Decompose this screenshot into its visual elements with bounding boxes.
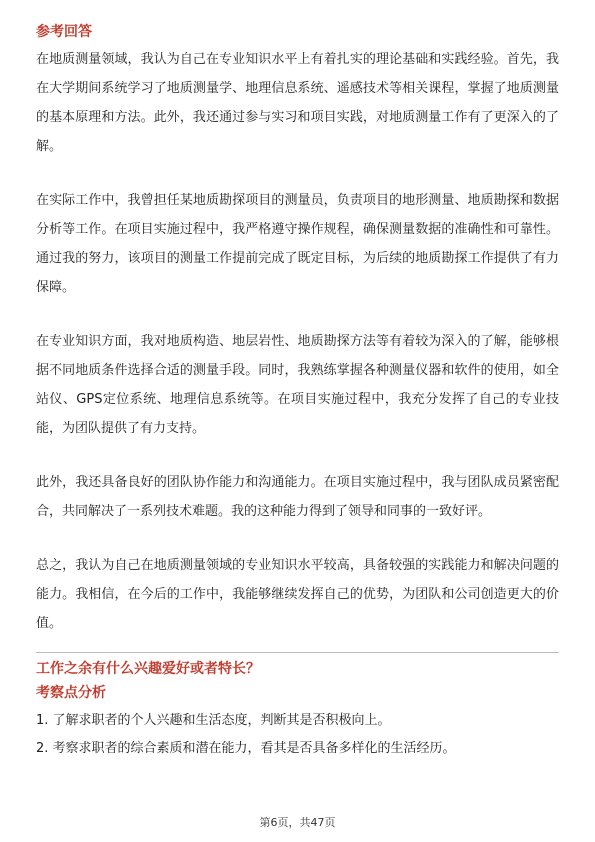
paragraph-gap: [36, 302, 559, 327]
answer-paragraph-2: 在实际工作中，我曾担任某地质勘探项目的测量员，负责项目的地形测量、地质勘探和数据分析等工作。在项目实施过程中，我严格遵守操作规程，确保测量数据的准确性和可靠性。通过我的努力，该项目的测量工作提前完成了既定目标，为后续的地质勘探工作提供了有力保障。: [36, 193, 559, 295]
page-number: 第6页，共47页: [259, 816, 336, 829]
paragraph-gap: [36, 161, 559, 186]
answer-paragraph-4: 此外，我还具备良好的团队协作能力和沟通能力。在项目实施过程中，我与团队成员紧密配合，共同解决了一系列技术难题。我的这种能力得到了领导和同事的一致好评。: [36, 475, 559, 519]
reference-answer-heading: 参考回答: [36, 24, 92, 40]
answer-paragraph-1: 在地质测量领域，我认为自己在专业知识水平上有着扎实的理论基础和实践经验。首先，我在大学期间系统学习了地质测量学、地理信息系统、遥感技术等相关课程，掌握了地质测量的基本原理和方法。此外，我还通过参与实习和项目实践，对地质测量工作有了更深入的了解。: [36, 52, 559, 154]
paragraph-gap: [36, 443, 559, 468]
analysis-heading: 考察点分析: [36, 685, 106, 701]
answer-paragraph-3: 在专业知识方面，我对地质构造、地层岩性、地质勘探方法等有着较为深入的了解，能够根据不同地质条件选择合适的测量手段。同时，我熟练掌握各种测量仪器和软件的使用，如全站仪、GPS定位系统、地理信息系统等。在项目实施过程中，我充分发挥了自己的专业技能，为团队提供了有力支持。: [36, 334, 559, 436]
section-divider: [36, 652, 559, 653]
answer-paragraph-5: 总之，我认为自己在地质测量领域的专业知识水平较高，具备较强的实践能力和解决问题的能力。我相信，在今后的工作中，我能够继续发挥自己的优势，为团队和公司创造更大的价值。: [36, 558, 559, 631]
document-page: [36, 22, 559, 763]
question-title: 工作之余有什么兴趣爱好或者特长？: [36, 661, 260, 677]
analysis-item-1: 1. 了解求职者的个人兴趣和生活态度，判断其是否积极向上。: [36, 713, 391, 728]
paragraph-gap: [36, 526, 559, 551]
analysis-item-2: 2. 考察求职者的综合素质和潜在能力，看其是否具备多样化的生活经历。: [36, 741, 456, 756]
